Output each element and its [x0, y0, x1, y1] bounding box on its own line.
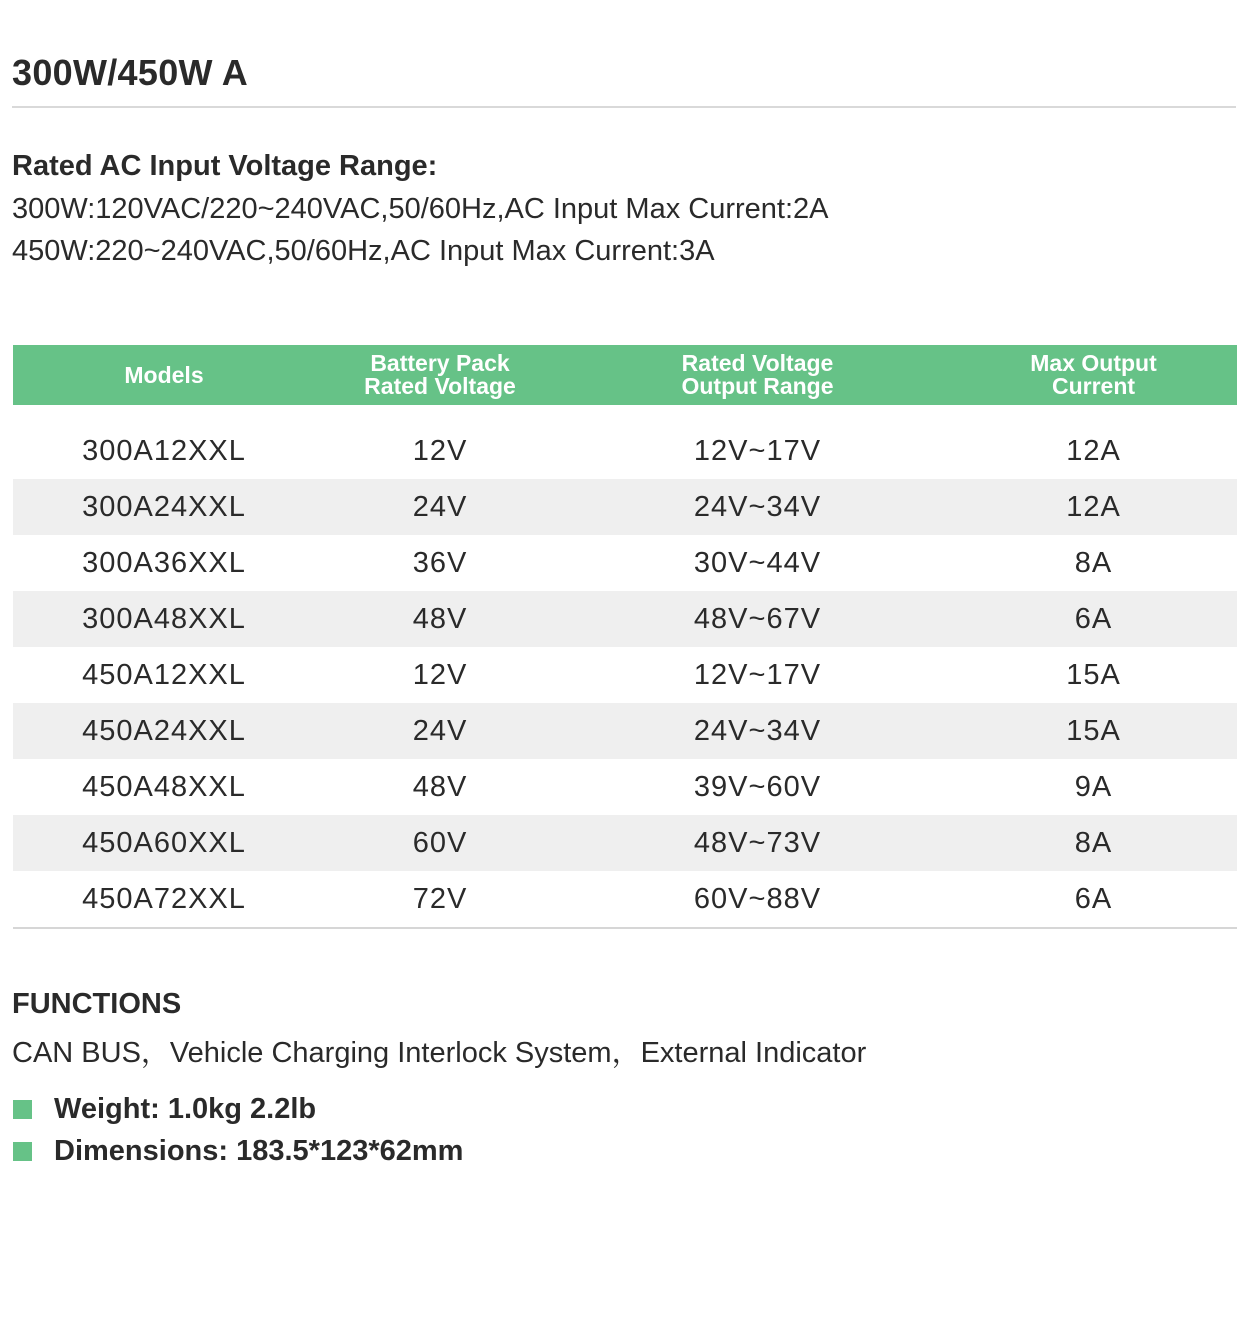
header-output-range-line2: Output Range	[681, 373, 834, 399]
cell-max-current: 6A	[950, 591, 1237, 647]
header-max-current	[950, 345, 1237, 405]
header-max-current-line2: Current	[1051, 373, 1136, 399]
cell-model: 300A24XXL	[13, 479, 315, 535]
cell-output-range: 12V~17V	[693, 434, 822, 467]
dimensions-spec-text: Dimensions: 183.5*123*62mm	[54, 1135, 464, 1167]
cell-battery-voltage: 24V	[315, 703, 565, 759]
table-bottom-divider	[13, 927, 1237, 929]
table-row	[13, 759, 1237, 815]
cell-max-current: 6A	[1074, 882, 1113, 915]
cell-model: 450A24XXL	[13, 703, 315, 759]
table-row	[13, 815, 1237, 871]
weight-spec	[13, 1093, 316, 1126]
cell-max-current: 8A	[950, 815, 1237, 871]
table-header-row	[13, 345, 1237, 405]
header-battery-voltage-line1: Battery Pack	[370, 350, 510, 376]
cell-battery-voltage: 12V	[412, 658, 468, 691]
cell-output-range: 12V~17V	[693, 658, 822, 691]
header-output-range	[565, 345, 950, 405]
table-row	[13, 591, 1237, 647]
cell-output-range: 24V~34V	[565, 479, 950, 535]
cell-max-current: 8A	[1074, 546, 1113, 579]
bullet-square-icon	[13, 1142, 32, 1161]
cell-max-current: 9A	[1074, 770, 1113, 803]
table-row	[13, 871, 1237, 927]
cell-battery-voltage: 36V	[412, 546, 468, 579]
cell-battery-voltage: 24V	[315, 479, 565, 535]
cell-battery-voltage: 48V	[412, 770, 468, 803]
table-row	[13, 479, 1237, 535]
cell-max-current: 12A	[950, 479, 1237, 535]
header-output-range-line1: Rated Voltage	[681, 350, 834, 376]
cell-output-range: 30V~44V	[693, 546, 822, 579]
cell-battery-voltage: 60V	[315, 815, 565, 871]
cell-model: 300A48XXL	[13, 591, 315, 647]
cell-model: 450A60XXL	[13, 815, 315, 871]
cell-model: 450A12XXL	[82, 658, 246, 691]
table-row	[13, 535, 1237, 591]
cell-battery-voltage: 48V	[315, 591, 565, 647]
header-battery-voltage-line2: Rated Voltage	[364, 373, 516, 399]
cell-output-range: 48V~73V	[565, 815, 950, 871]
header-battery-voltage	[315, 345, 565, 405]
table-body	[13, 405, 1237, 927]
table-row	[13, 703, 1237, 759]
table-spacer	[13, 405, 1237, 423]
functions-text: CAN BUS，Vehicle Charging Interlock System，External Indicator	[12, 1037, 867, 1069]
cell-battery-voltage: 12V	[412, 434, 468, 467]
cell-model: 300A36XXL	[82, 546, 246, 579]
cell-battery-voltage: 72V	[412, 882, 468, 915]
cell-output-range: 24V~34V	[565, 703, 950, 759]
title-divider	[12, 106, 1236, 108]
bullet-square-icon	[13, 1100, 32, 1119]
table-row	[13, 647, 1237, 703]
cell-model: 450A48XXL	[82, 770, 246, 803]
functions-heading: FUNCTIONS	[12, 988, 182, 1020]
weight-spec-text: Weight: 1.0kg 2.2lb	[54, 1093, 317, 1125]
input-voltage-line-450w: 450W:220~240VAC,50/60Hz,AC Input Max Current:3A	[12, 235, 715, 267]
cell-max-current: 15A	[1066, 658, 1121, 691]
spec-table	[13, 345, 1237, 927]
page-title: 300W/450W A	[12, 52, 249, 93]
input-voltage-line-300w: 300W:120VAC/220~240VAC,50/60Hz,AC Input Max Current:2A	[12, 193, 829, 225]
cell-output-range: 48V~67V	[565, 591, 950, 647]
table-row	[13, 423, 1237, 479]
cell-max-current: 15A	[950, 703, 1237, 759]
cell-output-range: 39V~60V	[693, 770, 822, 803]
dimensions-spec	[13, 1135, 463, 1168]
input-voltage-heading: Rated AC Input Voltage Range:	[12, 150, 438, 182]
cell-model: 300A12XXL	[82, 434, 246, 467]
cell-max-current: 12A	[1066, 434, 1121, 467]
header-models-label: Models	[124, 361, 204, 388]
header-max-current-line1: Max Output	[1030, 350, 1157, 376]
header-models	[13, 345, 315, 405]
cell-output-range: 60V~88V	[693, 882, 822, 915]
cell-model: 450A72XXL	[82, 882, 246, 915]
